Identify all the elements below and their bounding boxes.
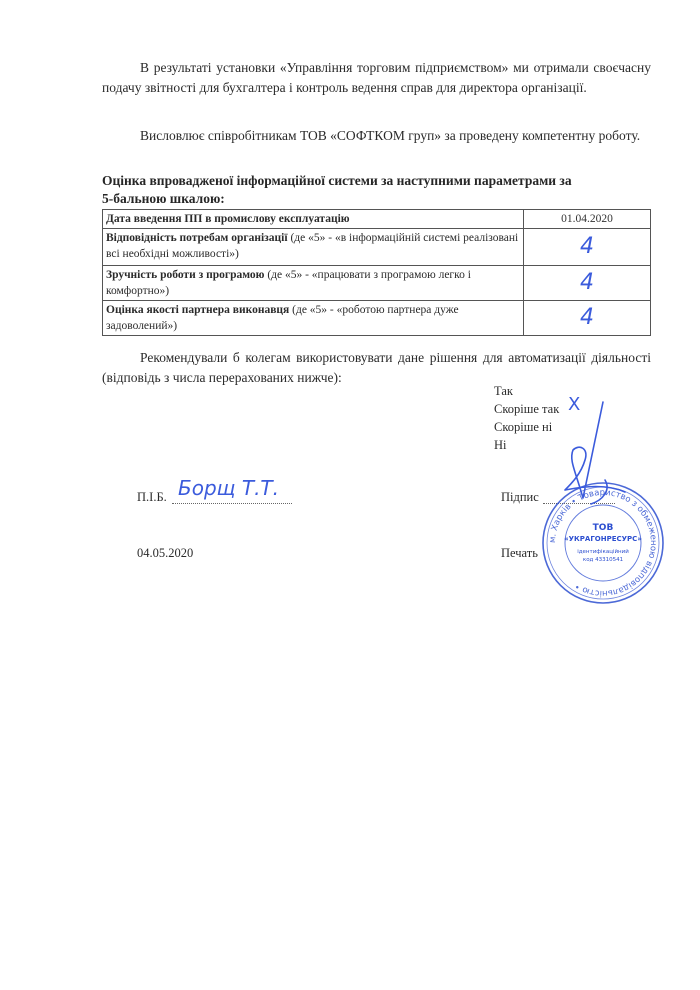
seal-outer-text: м. Харків • Товариство з обмеженою відповідальністю • [547, 487, 659, 599]
table-cell-handwritten-score: 4 [524, 266, 651, 301]
seal-id-label: ідентифікаційний [577, 549, 629, 555]
evaluation-heading-line1: Оцінка впровадженої інформаційної системи за наступними параметрами за [102, 173, 572, 188]
table-cell-value: 01.04.2020 [524, 210, 651, 229]
table-cell-label: Оцінка якості партнера виконавця (де «5» - «роботою партнера дуже задоволений») [103, 301, 524, 336]
table-row [103, 229, 651, 266]
pib-underline [172, 503, 292, 504]
intro-paragraph-1: В результаті установки «Управління торговим підприємством» ми отримали своєчасну подачу звітності для бухгалтера і контроль ведення справ для директора організації. [102, 60, 651, 95]
seal-company-name: «УКРАГОНРЕСУРС» [564, 535, 642, 543]
document-date: 04.05.2020 [137, 546, 194, 560]
option-no: Ні [494, 438, 507, 452]
seal-title: ТОВ [592, 523, 614, 533]
evaluation-heading [102, 172, 651, 208]
evaluation-heading-line2: 5-бальною шкалою: [102, 191, 225, 206]
option-yes: Так [494, 384, 513, 398]
option-rather-no: Скоріше ні [494, 420, 553, 434]
handwritten-signature [545, 400, 635, 530]
table-row [103, 301, 651, 336]
seal-id-code: код 43310541 [582, 557, 624, 563]
option-rather-yes: Скоріше так [494, 402, 560, 416]
table-cell-handwritten-score: 4 [524, 229, 651, 266]
pib-label: П.І.Б. [137, 490, 167, 504]
table-cell-label: Відповідність потребам організації (де «5» - «в інформаційній системі реалізовані всі необхідні можливості») [103, 229, 524, 266]
recommendation-paragraph: Рекомендували б колегам використовувати дане рішення для автоматизації діяльності (відповідь з числа перерахованих нижче): [102, 350, 651, 385]
evaluation-table [102, 209, 651, 336]
stamp-label: Печать [501, 546, 538, 560]
table-cell-label: Дата введення ПП в промислову експлуатацію [103, 210, 524, 229]
table-cell-handwritten-score: 4 [524, 301, 651, 336]
intro-paragraph-2: Висловлює співробітникам ТОВ «СОФТКОМ груп» за проведену компетентну роботу. [140, 128, 641, 143]
signature-label: Підпис [501, 490, 539, 504]
table-cell-label: Зручність роботи з програмою (де «5» - «працювати з програмою легко і комфортно») [103, 266, 524, 301]
table-row [103, 266, 651, 301]
selected-option-mark: X [568, 394, 581, 415]
table-row [103, 210, 651, 229]
pib-handwritten-name: Борщ Т.Т. [178, 476, 279, 500]
